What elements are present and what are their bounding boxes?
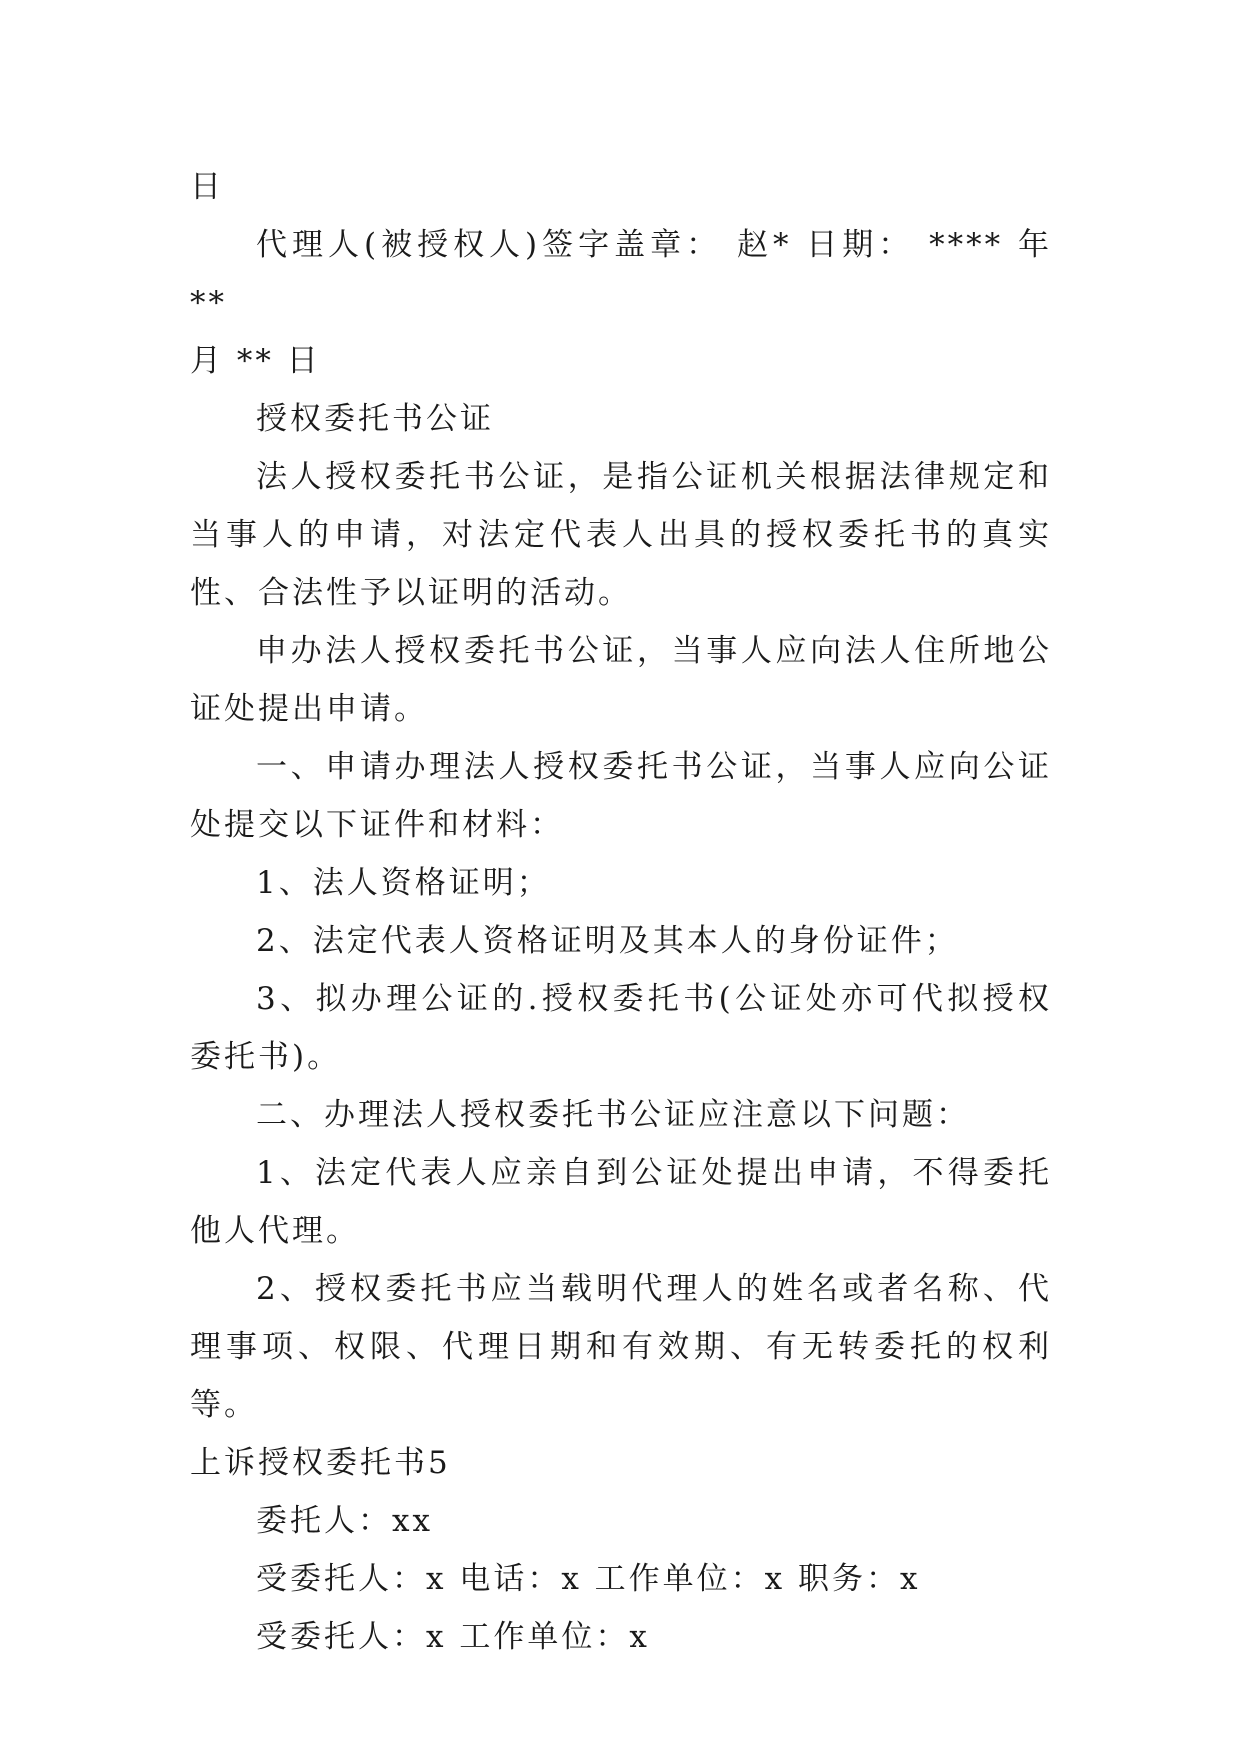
document-body (190, 158, 1052, 1666)
paragraph-application-location: 申办法人授权委托书公证，当事人应向法人住所地公证处提出申请。 (190, 633, 1052, 727)
list-item-material-1: 1、法人资格证明； (256, 865, 551, 901)
list-item-note-2: 2、授权委托书应当载明代理人的姓名或者名称、代理事项、权限、代理日期和有效期、有无转委托的权利等。 (190, 1271, 1052, 1423)
field-agent-1: 受委托人：x 电话：x 工作单位：x 职务：x (256, 1561, 921, 1597)
list-item-material-2: 2、法定代表人资格证明及其本人的身份证件； (256, 923, 959, 959)
list-item-material-3: 3、拟办理公证的.授权委托书(公证处亦可代拟授权委托书)。 (190, 981, 1052, 1075)
list-item-note-1: 1、法定代表人应亲自到公证处提出申请，不得委托他人代理。 (190, 1155, 1052, 1249)
paragraph-notarization-definition: 法人授权委托书公证，是指公证机关根据法律规定和当事人的申请，对法定代表人出具的授权委托书的真实性、合法性予以证明的活动。 (190, 459, 1052, 611)
paragraph-required-materials: 一、申请办理法人授权委托书公证，当事人应向公证处提交以下证件和材料： (190, 749, 1052, 843)
field-agent-2: 受委托人：x 工作单位：x (256, 1619, 650, 1655)
field-principal: 委托人：xx (256, 1503, 433, 1539)
paragraph-agent-signature: 代理人(被授权人)签字盖章： 赵* 日期： **** 年 ** (190, 227, 1052, 321)
section-heading-appeal-authorization: 上诉授权委托书5 (190, 1445, 451, 1481)
section-heading-notarization: 授权委托书公证 (256, 401, 494, 437)
paragraph-notes-heading: 二、办理法人授权委托书公证应注意以下问题： (256, 1097, 970, 1133)
paragraph-date-tail: 日 (190, 169, 224, 205)
paragraph-agent-signature-date: 月 ** 日 (190, 343, 321, 379)
